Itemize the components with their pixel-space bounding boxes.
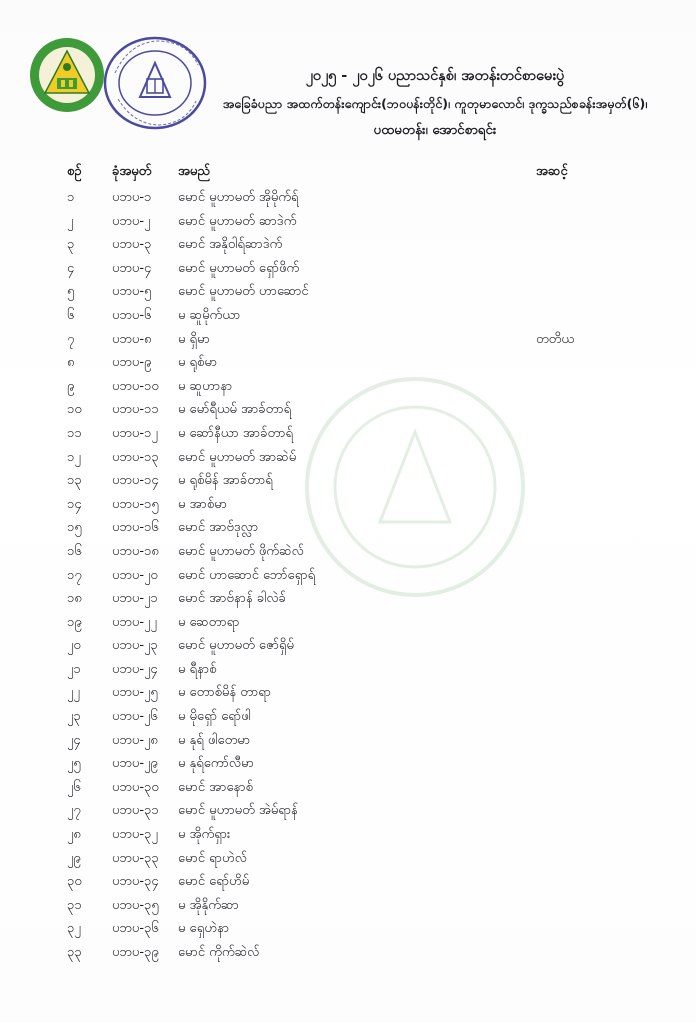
- row-number: ၄: [67, 260, 75, 276]
- table-row: [0, 636, 696, 660]
- student-name: မ နုရ်ကော်လီမာ: [178, 756, 254, 772]
- student-name: မောင် မူဟာမတ် ရှော်ဖိက်: [178, 260, 300, 276]
- column-header-name: အမည်: [178, 164, 210, 179]
- student-name: မောင် မူဟာမတ် ဟာဆောင်: [178, 284, 309, 300]
- table-row: [0, 919, 696, 943]
- results-table: [0, 188, 696, 967]
- student-name: မ ဆူဟာနာ: [178, 378, 233, 394]
- row-number: ၂၂: [67, 685, 80, 701]
- row-number: ၁၉: [67, 614, 82, 630]
- row-number: ၃၃: [67, 945, 82, 960]
- row-number: ၃၀: [67, 874, 82, 890]
- roll-number: ပဘပ-၃၃: [112, 850, 159, 866]
- row-number: ၂၄: [67, 732, 81, 748]
- roll-number: ပဘပ-၂၁: [112, 591, 158, 607]
- row-number: ၂၆: [67, 779, 81, 795]
- roll-number: ပဘပ-၃၄: [112, 874, 159, 890]
- table-header-row: [0, 163, 696, 183]
- student-name: မောင် ကိုက်ဆဲလ်: [178, 945, 260, 960]
- roll-number: ပဘပ-၄: [112, 260, 152, 276]
- row-number: ၂၃: [67, 709, 81, 725]
- student-name: မ မိုရှော် ရော်ဖါ: [178, 709, 251, 725]
- student-name: မောင် မူဟာမတ် အဲမ်ရာန်: [178, 803, 298, 819]
- table-row: [0, 660, 696, 684]
- roll-number: ပဘပ-၁၄: [112, 473, 159, 489]
- row-number: ၆: [67, 307, 75, 323]
- roll-number: ပဘပ-၃၅: [112, 897, 159, 913]
- row-number: ၂၇: [67, 803, 81, 819]
- roll-number: ပဘပ-၂၉: [112, 756, 158, 772]
- table-row: [0, 235, 696, 259]
- row-number: ၂၉: [67, 850, 81, 866]
- table-row: [0, 377, 696, 401]
- row-number: ၈: [67, 355, 75, 371]
- student-name: မ ရှေဟဲနာ: [178, 921, 230, 937]
- school-logo-left: [28, 36, 106, 114]
- table-row: [0, 778, 696, 802]
- student-name: မ ရုစ်မာ: [178, 355, 218, 371]
- student-name: မ ဆေတာရာ: [178, 614, 240, 630]
- document-header: [200, 63, 670, 144]
- student-name: မောင် ရော်ဟိမ်: [178, 874, 250, 890]
- column-header-no: စဉ်: [67, 164, 82, 179]
- roll-number: ပဘပ-၁၅: [112, 496, 159, 512]
- student-name: မ အိုက်ရှား: [178, 827, 231, 843]
- roll-number: ပဘပ-၂၀: [112, 567, 158, 583]
- roll-number: ပဘပ-၃၆: [112, 921, 159, 937]
- row-number: ၅: [67, 284, 75, 300]
- row-number: ၁၇: [67, 567, 82, 583]
- row-number: ၁၅: [67, 520, 82, 536]
- student-name: မ နုရ် ဖါတေမာ: [178, 732, 251, 748]
- roll-number: ပဘပ-၃၉: [112, 945, 159, 960]
- roll-number: ပဘပ-၃၀: [112, 779, 159, 795]
- table-row: [0, 825, 696, 849]
- row-number: ၃၁: [67, 897, 82, 913]
- student-name: မ ဆူမိုက်ယာ: [178, 307, 241, 323]
- roll-number: ပဘပ-၁: [112, 190, 152, 205]
- table-row: [0, 683, 696, 707]
- table-row: [0, 801, 696, 825]
- student-name: မ မော်ရီယမ် အာခ်တာရ်: [178, 402, 292, 418]
- row-number: ၃: [67, 237, 75, 253]
- student-name: မ ရီနာစ်: [178, 661, 217, 677]
- student-name: မောင် အာဗ်ဒုလ္လာ: [178, 520, 259, 536]
- table-row: [0, 872, 696, 896]
- table-row: [0, 353, 696, 377]
- table-row: [0, 754, 696, 778]
- table-row: [0, 731, 696, 755]
- student-name: မောင် အနိုဝါရ်ဆာဒဲက်: [178, 237, 283, 253]
- roll-number: ပဘပ-၂၂: [112, 614, 157, 630]
- roll-number: ပဘပ-၂၆: [112, 709, 158, 725]
- rank: တတိယ: [536, 331, 574, 347]
- table-row: [0, 424, 696, 448]
- student-name: မောင် ဟာဆောင် ဘော်ရှောရ်: [178, 567, 316, 583]
- student-name: မ ရုစ်မိန် အာခ်တာရ်: [178, 473, 273, 489]
- table-row: [0, 448, 696, 472]
- student-name: မောင် မူဟာမတ် ဇော်ရှိမ်: [178, 638, 294, 654]
- row-number: ၂၈: [67, 827, 81, 843]
- school-stamp-right: [100, 33, 210, 133]
- student-name: မ အာစ်မာ: [178, 496, 227, 512]
- table-row: [0, 188, 696, 212]
- table-row: [0, 282, 696, 306]
- roll-number: ပဘပ-၁၃: [112, 449, 159, 465]
- roll-number: ပဘပ-၂၈: [112, 732, 158, 748]
- roll-number: ပဘပ-၃၂: [112, 827, 158, 843]
- roll-number: ပဘပ-၁၀: [112, 378, 159, 394]
- row-number: ၁၈: [67, 591, 82, 607]
- row-number: ၃၂: [67, 921, 81, 937]
- row-number: ၂၀: [67, 638, 81, 654]
- table-row: [0, 518, 696, 542]
- student-name: မောင် အာဗ်နာန် ခါလဲခ်: [178, 591, 286, 607]
- header-subtitle: ပထမတန်း၊ အောင်စာရင်း: [373, 122, 497, 138]
- row-number: ၁၀: [67, 402, 82, 418]
- roll-number: ပဘပ-၂၅: [112, 685, 158, 701]
- table-row: [0, 306, 696, 330]
- row-number: ၁: [67, 190, 75, 205]
- table-row: [0, 542, 696, 566]
- row-number: ၁၆: [67, 543, 82, 559]
- roll-number: ပဘပ-၅: [112, 284, 152, 300]
- roll-number: ပဘပ-၂: [112, 213, 151, 229]
- roll-number: ပဘပ-၃၁: [112, 803, 159, 819]
- roll-number: ပဘပ-၈: [112, 331, 152, 347]
- roll-number: ပဘပ-၉: [112, 355, 152, 371]
- table-row: [0, 566, 696, 590]
- roll-number: ပဘပ-၁၈: [112, 543, 159, 559]
- roll-number: ပဘပ-၃: [112, 237, 152, 253]
- roll-number: ပဘပ-၆: [112, 307, 152, 323]
- column-header-roll: ခုံအမှတ်: [112, 164, 152, 179]
- student-name: မောင် အာနောစ်: [178, 779, 253, 795]
- roll-number: ပဘပ-၁၁: [112, 402, 159, 418]
- row-number: ၁၄: [67, 496, 82, 512]
- table-row: [0, 896, 696, 920]
- roll-number: ပဘပ-၂၄: [112, 661, 158, 677]
- student-name: မောင် ရာဟဲလ်: [178, 850, 247, 866]
- header-school: အခြေခံပညာ အထက်တန်းကျောင်း(ဘဝပန်းတိုင်)၊ ကူတုမာလောင်၊ ဒုက္ခသည်စခန်းအမှတ်(၆)၊: [222, 96, 648, 111]
- table-row: [0, 589, 696, 613]
- row-number: ၂၅: [67, 756, 81, 772]
- row-number: ၂: [67, 213, 74, 229]
- table-row: [0, 613, 696, 637]
- table-row: [0, 495, 696, 519]
- row-number: ၁၂: [67, 449, 81, 465]
- roll-number: ပဘပ-၁၂: [112, 425, 158, 441]
- table-row: [0, 212, 696, 236]
- table-row: [0, 707, 696, 731]
- student-name: မောင် မူဟာမတ် အိုမိုက်ရ်: [178, 190, 299, 205]
- row-number: ၂၁: [67, 661, 81, 677]
- roll-number: ပဘပ-၂၃: [112, 638, 158, 654]
- row-number: ၇: [67, 331, 75, 347]
- student-name: မောင် မူဟာမတ် ဆာဒဲက်: [178, 213, 297, 229]
- header-title: ၂၀၂၅ - ၂၀၂၆ ပညာသင်နှစ်၊ အတန်းတင်စာမေးပွဲ: [305, 68, 565, 84]
- table-row: [0, 849, 696, 873]
- table-row: [0, 400, 696, 424]
- roll-number: ပဘပ-၁၆: [112, 520, 159, 536]
- table-row: [0, 943, 696, 967]
- table-row: [0, 259, 696, 283]
- row-number: ၉: [67, 378, 75, 394]
- student-name: မ ရှိမာ: [178, 331, 210, 347]
- column-header-rank: အဆင့်: [536, 164, 568, 179]
- table-row: [0, 330, 696, 354]
- row-number: ၁၃: [67, 473, 82, 489]
- student-name: မောင် မူဟာမတ် အာဆဲမ်: [178, 449, 297, 465]
- student-name: မ ဆော်နီယာ အာခ်တာရ်: [178, 425, 293, 441]
- table-row: [0, 471, 696, 495]
- student-name: မ အိုနိုက်ဆာ: [178, 897, 239, 913]
- row-number: ၁၁: [67, 425, 82, 441]
- student-name: မောင် မူဟာမတ် ဖိုက်ဆဲလ်: [178, 543, 304, 559]
- student-name: မ တောစ်မိန် တာရာ: [178, 685, 272, 701]
